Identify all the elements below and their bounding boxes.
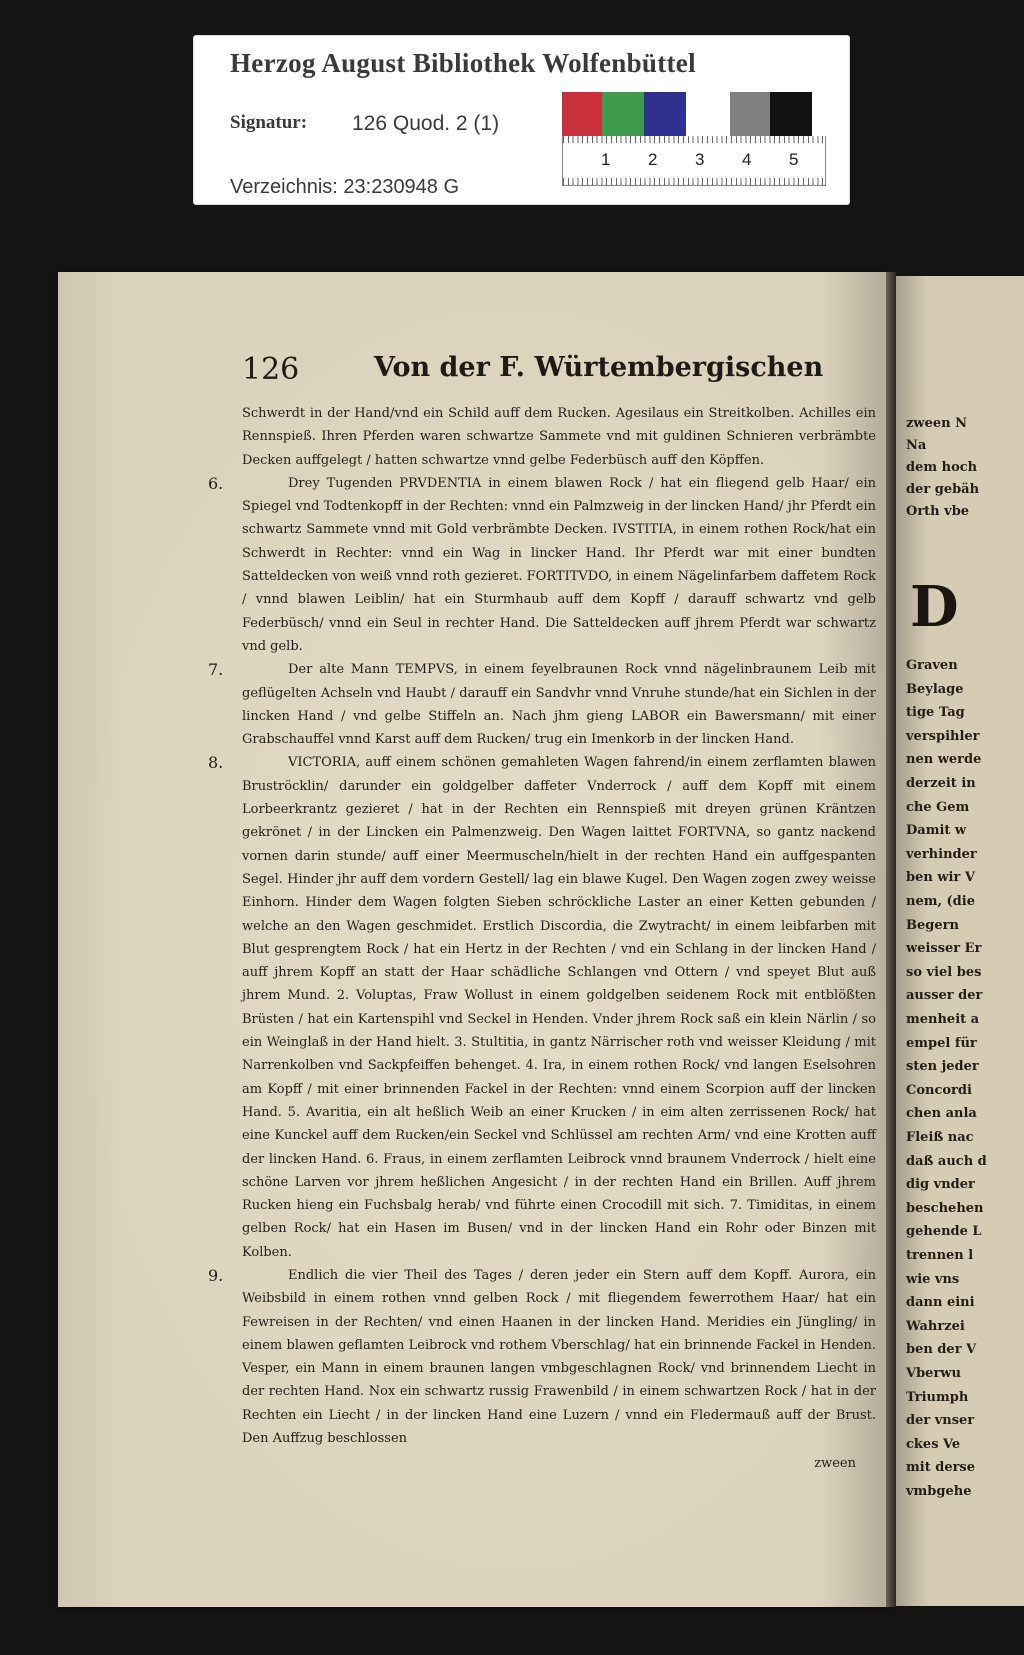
facing-page-line: Begern <box>906 917 959 933</box>
facing-page-line: Vberwu <box>906 1366 961 1381</box>
facing-page-line: dem hoch <box>906 460 978 475</box>
facing-page-line: menheit a <box>906 1012 980 1027</box>
facing-page-line: Beylage <box>906 681 964 697</box>
color-swatch <box>644 92 686 136</box>
facing-page-line: ckes Ve <box>906 1436 961 1452</box>
running-head: Von der F. Würtembergischen <box>374 352 824 383</box>
ruler-number: 5 <box>789 150 799 169</box>
facing-page-line: Fleiß nac <box>906 1130 974 1145</box>
signatur-value: 126 Quod. 2 (1) <box>352 112 500 135</box>
facing-page <box>896 276 1024 1606</box>
paragraph-number: 9. <box>208 1265 224 1285</box>
facing-page-line: tige Tag <box>906 705 965 721</box>
library-label <box>194 36 849 204</box>
paragraph <box>208 751 876 1264</box>
color-swatch <box>602 92 644 136</box>
ruler-number: 1 <box>601 150 611 169</box>
facing-page-line: beschehen <box>906 1200 984 1216</box>
facing-page-line: Damit w <box>906 823 967 839</box>
paragraph-text: VICTORIA, auff einem schönen gemahleten Wagen fahrend/in einem zerflamten blawen Bruströcklin/ darunder ein goldgelber daffeter Vnderrock / auff dem Kopff mit einem Lorbeerkrantz gezieret / hat in der Rechten ein Rennspieß mit dreyen grünen Kräntzen gekrönet / in der Lincken ein Palmenzweig. Den Wagen laittet FORTVNA, so gantz nackend vornen darin stunde/ auff einer Meermuscheln/hielt in der rechten Hand ein auffgespanten Segel. Hinder jhr auff dem vordern Gestell/ lag ein blawe Kugel. Den Wagen zogen zwey weisse Einhorn. Hinder dem Wagen folgten Sieben schröckliche Laster an einer Ketten gebunden / welche an den Wagen geschmidet. Erstlich Discordia, die Zwytracht/ in einem leibfarben mit Blut gesprengtem Rock / hat ein Hertz in der Rechten / vnd ein Schlang in der lincken Hand / auff jhrem Kopff an statt der Haar schädliche Schlangen vnd Ottern / vnd speyet Blut auß jhrem Mund. 2. Voluptas, Fraw Wollust in einem goldgelben seidenem Rock mit entblößten Brüsten / hat ein Kartenspihl vnd Seckel in Henden. Vnder jhrem Rock saß ein klein Närlin / so ein Weinglaß in der Hand hielt. 3. Stultitia, in gantz Närrischer roth vnd weisser Kleidung / mit Narrenkolben vnd Sackpfeiffen behenget. 4. Ira, in einem rothen Rock/ vnd langen Eselsohren am Kopff / mit einer brinnenden Fackel in der Rechten: vnnd einem Scorpion auff der lincken Hand. 5. Avaritia, ein alt heßlich Weib an einer Krucken / in eim alten zerrissenen Rock/ hat eine Kunckel auff dem Rucken/ein Seckel vnd Schlüssel am rechten Arm/ vnd eine Krotten auff der lincken Hand. 6. Fraus, in einem zerflamten Leibrock vnnd braunem Vnderrock / hielt eine schöne Larven vor jhrem heßlichen Angesicht / in der rechten Hand ein Brillen. Auff jhrem Rucken hieng ein Fuchsbalg herab/ vnd führte einen Crocodill mit sich. 7. Timiditas, in einem gelben Rock/ hat ein Hasen im Busen/ vnd in der lincken Hand ein Rohr oder Binzen mit Kolben. <box>242 755 876 1260</box>
decorated-initial: D <box>910 574 959 640</box>
facing-page-line: weisser Er <box>906 941 982 957</box>
library-name: Herzog August Bibliothek Wolfenbüttel <box>230 48 696 78</box>
facing-page-line: Triumph <box>906 1389 969 1405</box>
paragraph <box>242 402 876 472</box>
paragraph <box>208 1264 876 1450</box>
facing-page-line: Graven <box>906 658 958 673</box>
facing-page-line: gehende L <box>906 1224 982 1240</box>
color-swatch <box>686 92 730 136</box>
verzeichnis: Verzeichnis: 23:230948 G <box>230 176 460 198</box>
paragraph-number: 6. <box>208 473 224 493</box>
facing-page-line: dig vnder <box>906 1177 975 1193</box>
facing-page-line: vmbgehe <box>906 1484 972 1499</box>
facing-page-line: Orth vbe <box>906 504 970 519</box>
paragraph-text: Endlich die vier Theil des Tages / deren jeder ein Stern auff dem Kopff. Aurora, ein Weibsbild in einem rothen vnnd gelben Rock / mit fliegendem fewerrothem Haar/ hat ein Fewreisen in der Rechten/ vnd einen Haanen in der lincken Hand. Meridies ein Jüngling/ in einem blawen geflamten Leibrock vnd rothem Vberschlag/ hat ein brinnende Fackel in Henden. Vesper, ein Mann in einem braunen langen vmbgeschlagnen Rock/ vnd brinnendem Liecht in der rechten Hand. Nox ein schwartz russig Frawenbild / in einem schwartzen Rock / hat in der Rechten ein Liecht / in der lincken Hand eine Luzern / vnnd ein Fledermauß auff der Brust. Den Auffzug beschlossen <box>242 1267 876 1447</box>
facing-page-line: Wahrzei <box>906 1318 965 1334</box>
color-swatch <box>730 92 770 136</box>
facing-page-line: chen anla <box>906 1106 977 1122</box>
facing-page-line: Concordi <box>906 1082 972 1098</box>
facing-page-line: ben wir V <box>906 870 975 886</box>
facing-page-line: wie vns <box>906 1271 960 1287</box>
measurement-ruler <box>562 136 826 186</box>
facing-page-line: nen werde <box>906 752 982 768</box>
paragraph <box>208 472 876 658</box>
catchword: zween <box>814 1456 856 1472</box>
facing-page-line: verspihler <box>906 728 980 744</box>
color-swatch <box>562 92 602 136</box>
ruler-number: 2 <box>648 150 658 169</box>
paragraph-number: 8. <box>208 753 224 773</box>
facing-page-line: che Gem <box>906 799 970 815</box>
facing-page-line: mit derse <box>906 1460 976 1476</box>
paragraph-text: Schwerdt in der Hand/vnd ein Schild auff dem Rucken. Agesilaus ein Streitkolben. Achilles ein Rennspieß. Ihren Pferden waren schwartze Sammete vnd mit guldinen Schnieren verbrämbte Decken auffgelegt / hatten schwartze vnnd gelbe Federbüsch auff den Köpffen. <box>242 406 876 468</box>
page-number: 126 <box>242 352 300 387</box>
facing-page-line: daß auch d <box>906 1153 987 1169</box>
color-calibration-strip <box>562 92 826 136</box>
body-text <box>208 402 876 1476</box>
facing-page-line: der gebäh <box>906 482 980 497</box>
facing-page-line: sten jeder <box>906 1059 979 1075</box>
book-page <box>58 272 886 1607</box>
paragraph-number: 7. <box>208 660 224 680</box>
facing-page-line: ausser der <box>906 988 983 1004</box>
ruler-number: 4 <box>742 150 752 169</box>
facing-page-line: dann eini <box>906 1295 975 1311</box>
facing-page-line: derzeit in <box>906 776 976 791</box>
facing-page-line: zween N <box>906 416 967 431</box>
facing-page-line: der vnser <box>906 1413 975 1429</box>
paragraph <box>208 658 876 751</box>
ruler-number: 3 <box>695 150 705 169</box>
color-swatch <box>770 92 812 136</box>
signatur-label: Signatur: <box>230 112 308 133</box>
facing-page-line: nem, (die <box>906 894 975 909</box>
book-gutter <box>886 272 896 1607</box>
facing-page-line: Na <box>906 438 927 453</box>
paragraph-text: Drey Tugenden PRVDENTIA in einem blawen Rock / hat ein fliegend gelb Haar/ ein Spiegel vnd Todtenkopff in der Rechten: vnnd ein Palmzweig in der lincken Hand/ jhr Pferdt ein schwartz Sammete vnnd mit Gold verbrämbte Decken. IVSTITIA, in einem rothen Rock/hat ein Schwerdt in Rechter: vnnd ein Wag in lincker Hand. Ihr Pferdt war mit einer bundten Satteldecken von weiß vnnd roth gezieret. FORTITVDO, in einem Nägelinfarbem daffetem Rock / vnnd blawen Leiblin/ hat ein Sturmhaub auff dem Kopff / darauff schwartz vnd gelb Federbüsch/ vnnd ein Seul in rechter Hand. Die Satteldecken auff jhrem Pferdt war schwartz vnd gelb. <box>242 475 876 654</box>
facing-page-line: empel für <box>906 1035 977 1051</box>
facing-page-line: trennen l <box>906 1248 974 1263</box>
facing-page-line: ben der V <box>906 1342 977 1358</box>
paragraph-text: Der alte Mann TEMPVS, in einem feyelbraunen Rock vnnd nägelinbraunem Leib mit geflügelten Achseln vnd Haubt / darauff ein Sandvhr vnnd Vnruhe stunde/hat ein Sichlen in der lincken Hand / vnd gelbe Stiffeln an. Nach jhm gieng LABOR ein Bawersmann/ mit einer Grabschauffel vnnd Karst auff dem Rucken/ trug ein Imenkorb in der lincken Hand. <box>242 662 876 748</box>
facing-page-line: verhinder <box>906 846 977 862</box>
facing-page-line: so viel bes <box>906 964 982 980</box>
